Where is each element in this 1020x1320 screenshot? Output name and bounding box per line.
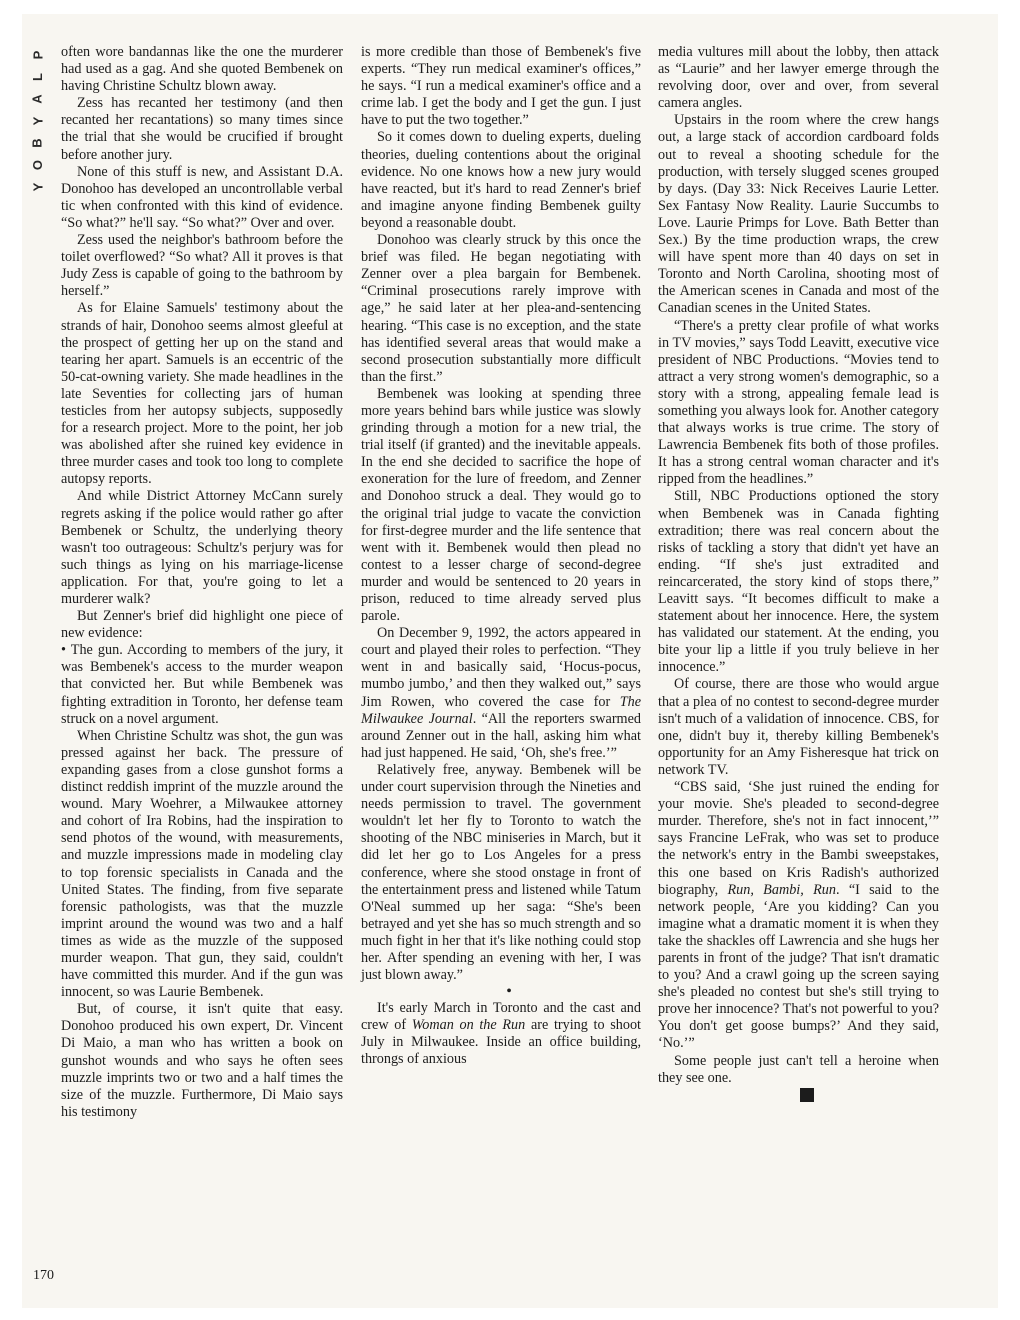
article-column-3: [658, 44, 939, 1104]
sidebar-letter: Y: [29, 182, 45, 192]
sidebar-letter: A: [29, 94, 45, 104]
paragraph: often wore bandannas like the one the murderer had used as a gag. And she quoted Bembenek on having Christine Schultz blown away.: [61, 44, 343, 95]
paragraph-text: “CBS said, ‘She just ruined the ending for your movie. She's pleaded to second-degree murder. Therefore, she's not in fact innocent,’” says Francine LeFrak, who was set to produce the network's entry in the Bambi sweepstakes, this one based on Kris Radish's authorized biography,: [658, 779, 939, 898]
paragraph: As for Elaine Samuels' testimony about the strands of hair, Donohoo seems almost gleeful at the prospect of getting her up on the stand and tearing her apart. Samuels is an eccentric of the 50-cat-owning variety. She made headlines in the late Seventies for collecting jars of human testicles from her autopsy subjects, supposedly for a research project. More to the point, her job was abolished after she ruined key evidence in three murder cases and took too long to complete autopsy reports.: [61, 300, 343, 488]
paragraph: media vultures mill about the lobby, then attack as “Laurie” and her lawyer emerge through the revolving door, over and over, from several camera angles.: [658, 44, 939, 112]
sidebar-letter: B: [29, 138, 45, 148]
bullet-paragraph: • The gun. According to members of the jury, it was Bembenek's access to the murder weapon that convicted her. But while Bembenek was fighting extradition in Toronto, her defense team struck on a novel argument.: [61, 642, 343, 727]
film-title: Woman on the Run: [411, 1017, 526, 1034]
paragraph: Still, NBC Productions optioned the story when Bembenek was in Canada fighting extradition; there was real concern about the risks of tackling a story that didn't yet have an ending. “If she's just extradited and reincarcerated, the story kind of stops there,” Leavitt says. “It becomes difficult to make a statement about her innocence. Here, the system has validated our statement. At the ending, you bite your lip a little if you truly believe in her innocence.”: [658, 488, 939, 676]
paragraph: Upstairs in the room where the crew hangs out, a large stack of accordion cardboard folds out to reveal a shooting schedule for the production, with tersely slugged scenes grouped by days. (Day 33: Nick Receives Laurie Letter. Sex Fantasy Now Reality. Laurie Succumbs to Love. Laurie Primps for Love. Bath Better than Sex.) By the time production wraps, the crew will have spent more than 40 days on set in Toronto and North Carolina, shooting most of the American scenes in Canada and most of the Canadian scenes in the United States.: [658, 112, 939, 317]
book-title: Run, Bambi, Run: [727, 881, 836, 898]
paragraph: When Christine Schultz was shot, the gun was pressed against her back. The pressure of expanding gases from a close gunshot forms a distinct reddish imprint of the muzzle around the wound. Mary Woehrer, a Milwaukee attorney and cohort of Ira Robins, had the inspiration to send photos of the wound, with measurements, and muzzle impressions made in modeling clay to top forensic specialists in Canada and the United States. The finding, from five separate forensic pathologists, was that the muzzle imprint around the wound was two and a half times as wide as the muzzle of the supposed murder weapon. That gun, they said, couldn't have committed this murder. And if the gun was innocent, so was Laurie Bembenek.: [61, 727, 343, 1001]
article-column-1: [61, 44, 343, 1121]
end-mark-wrap: [658, 1087, 939, 1104]
rabbit-end-mark-icon: P: [800, 1088, 814, 1102]
sidebar-letter: O: [30, 159, 45, 171]
paragraph: Bembenek was looking at spending three more years behind bars while justice was slowly grinding through a motion for a new trial, the trial itself (if granted) and the inevitable appeals. In the end she decided to sacrifice the hope of exoneration for the lure of freedom, and Zenner and Donohoo struck a deal. They would go to the original trial judge to vacate the conviction for first-degree murder and the life sentence that went with it. Bembenek would then plead no contest to a lesser charge of second-degree murder and would be sentenced to 20 years in prison, reduced to time already served plus parole.: [361, 385, 641, 625]
paragraph: Donohoo was clearly struck by this once the brief was filed. He began negotiating with Zenner over a plea bargain for Bembenek. “Criminal prosecutions rarely improve with age,” he said later at her plea-and-sentencing hearing. “This case is no exception, and the state has identified several areas that would make a second prosecution substantially more difficult than the first.”: [361, 232, 641, 385]
sidebar-letter: L: [29, 73, 45, 81]
paragraph: [361, 1000, 641, 1068]
paragraph: Relatively free, anyway. Bembenek will be under court supervision through the Nineties and needs permission to travel. The government wouldn't let her fly to Toronto to watch the shooting of the NBC miniseries in March, but it did let her go to Los Angeles for a press conference, where she stood onstage in front of the entertainment press and listened while Tatum O'Neal summed up her saga: “She's been betrayed and yet she has so much strength and so much fight in her that it's like nothing could stop her. After spending an evening with her, I was just blown away.”: [361, 761, 641, 984]
sidebar-letter: Y: [29, 116, 45, 126]
paragraph: But, of course, it isn't quite that easy. Donohoo produced his own expert, Dr. Vincent Di Maio, a man who has written a book on gunshot wounds and who says he often sees muzzle imprints two or two and a half times the size of the muzzle. Furthermore, Di Maio says his testimony: [61, 1001, 343, 1120]
paragraph: And while District Attorney McCann surely regrets asking if the police would rather go after Bembenek or Schultz, the underlying theory wasn't too outrageous: Schultz's perjury was for such things as lying on his marriage-license application. For that, you're going to let a murderer walk?: [61, 488, 343, 607]
paragraph: [658, 779, 939, 1053]
paragraph: Some people just can't tell a heroine when they see one.: [658, 1052, 939, 1086]
sidebar-letter: P: [29, 50, 45, 60]
paragraph: “There's a pretty clear profile of what works in TV movies,” says Todd Leavitt, executive vice president of NBC Productions. “Movies tend to attract a very strong women's demographic, so a story with a strong, appealing female lead is something you always look for. Another category that always works is true crime. The story of Lawrencia Bembenek fits both of those profiles. It has a strong central woman character and it's ripped from the headlines.”: [658, 317, 939, 488]
paragraph-text: . “I said to the network people, ‘Are you kidding? Can you imagine what a dramatic moment it is when they take the shackles off Lawrencia and she hugs her parents in front of the judge? That isn't dramatic to you? And a crawl going up the screen saying she's pleaded no contest but she's still trying to prove her innocence? That's not powerful to you? You don't get goose bumps?’ And they said, ‘No.’”: [658, 881, 940, 1052]
paragraph-text: are trying to shoot July in Milwaukee. Inside an office building, throngs of anxious: [361, 1017, 641, 1068]
paragraph: is more credible than those of Bembenek's five experts. “They run medical examiner's offices,” he says. “I run a medical examiner's office and a crime lab. I get the body and I get the gun. I just have to put the two together.”: [361, 44, 641, 129]
paragraph-text: On December 9, 1992, the actors appeared in court and played their roles to perfection. “They went in and basically said, ‘Hocus-pocus, mumbo jumbo,’ and then they walked out,” says Jim Rowen, who covered the case for: [361, 625, 641, 710]
paragraph: Zess has recanted her testimony (and then recanted her recantations) so many times since the trial that she would be crucified if brought before another jury.: [61, 95, 343, 163]
paragraph: [361, 625, 641, 762]
magazine-name-sidebar: [27, 44, 49, 198]
page-number: 170: [33, 1268, 54, 1283]
paragraph: Of course, there are those who would argue that a plea of no contest to second-degree murder isn't much of a validation of innocence. CBS, for one, didn't buy it, thereby killing Bembenek's opportunity for an Amy Fisheresque hat trick on network TV.: [658, 676, 939, 778]
paragraph: Zess used the neighbor's bathroom before the toilet overflowed? “So what? All it proves is that Judy Zess is capable of going to the bathroom by herself.”: [61, 232, 343, 300]
section-divider-bullet: •: [506, 983, 512, 1001]
paragraph-text: It's early March in Toronto and the cast and crew of: [361, 1000, 641, 1034]
paragraph: So it comes down to dueling experts, dueling theories, dueling contentions about the original evidence. No one knows how a new jury would have reacted, but it's hard to read Zenner's brief and imagine anyone finding Bembenek guilty beyond a reasonable doubt.: [361, 129, 641, 231]
paragraph: But Zenner's brief did highlight one piece of new evidence:: [61, 608, 343, 642]
publication-title: The Milwaukee Journal: [361, 693, 641, 727]
paragraph: None of this stuff is new, and Assistant D.A. Donohoo has developed an uncontrollable verbal tic when confronted with this kind of evidence. “So what?” he'll say. “So what?” Over and over.: [61, 163, 343, 231]
paragraph-text: . “All the reporters swarmed around Zenner out in the hall, asking him what had just happened. He said, ‘Oh, she's free.’”: [361, 710, 641, 761]
article-column-2: [361, 44, 641, 1069]
